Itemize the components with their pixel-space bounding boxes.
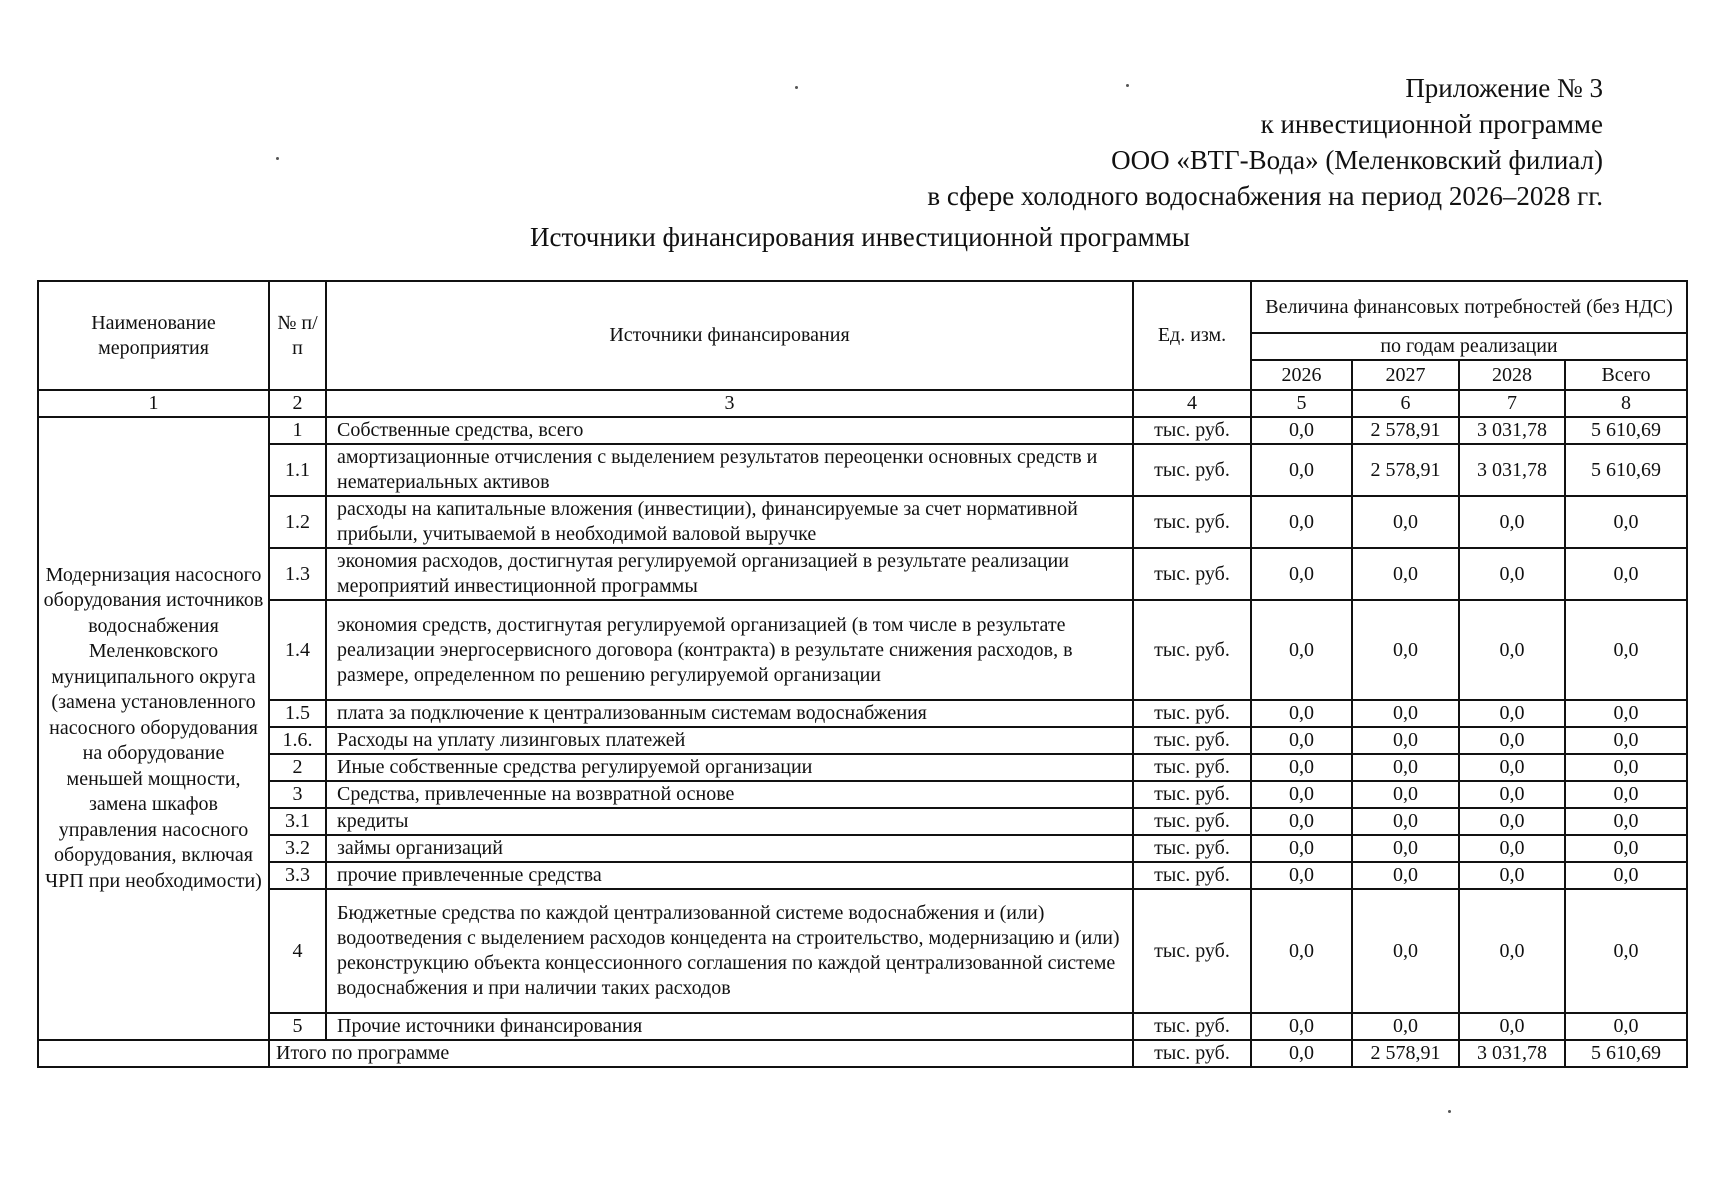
value-2027: 0,0 [1352,781,1459,808]
annex-header [927,70,1603,214]
unit-cell: тыс. руб. [1133,600,1251,700]
row-number: 1.4 [269,600,326,700]
source-name: амортизационные отчисления с выделением результатов переоценки основных средств и нематериальных активов [326,444,1133,496]
annex-line-4: в сфере холодного водоснабжения на период 2026–2028 гг. [927,181,1603,211]
value-2026: 0,0 [1251,754,1352,781]
value-2026: 0,0 [1251,862,1352,889]
event-name-cell: Модернизация насосного оборудования источников водоснабжения Меленковского муниципального округа (замена установленного насосного оборудования на оборудование меньшей мощности, замена шкафов управления насосного оборудования, включая ЧРП при необходимости) [38,417,269,1040]
value-total: 0,0 [1565,889,1687,1013]
row-number: 3.2 [269,835,326,862]
value-2026: 0,0 [1251,889,1352,1013]
unit-cell: тыс. руб. [1133,808,1251,835]
value-total: 0,0 [1565,600,1687,700]
total-value-2027: 2 578,91 [1352,1040,1459,1067]
column-number: 3 [326,390,1133,417]
value-2028: 0,0 [1459,548,1565,600]
table-row [38,496,1687,548]
unit-cell: тыс. руб. [1133,835,1251,862]
table-row [38,444,1687,496]
table-header [38,281,1687,390]
unit-cell: тыс. руб. [1133,444,1251,496]
row-number: 3 [269,781,326,808]
value-2027: 0,0 [1352,700,1459,727]
value-2028: 0,0 [1459,808,1565,835]
row-number: 3.1 [269,808,326,835]
column-number: 8 [1565,390,1687,417]
value-2027: 2 578,91 [1352,444,1459,496]
unit-cell: тыс. руб. [1133,496,1251,548]
row-number: 1.5 [269,700,326,727]
header-year-2027: 2027 [1352,360,1459,390]
value-2026: 0,0 [1251,808,1352,835]
header-total: Всего [1565,360,1687,390]
source-name: Прочие источники финансирования [326,1013,1133,1040]
value-2026: 0,0 [1251,417,1352,444]
total-value-total: 5 610,69 [1565,1040,1687,1067]
document-title: Источники финансирования инвестиционной программы [530,222,1190,252]
value-total: 0,0 [1565,754,1687,781]
total-blank-cell [38,1040,269,1067]
value-total: 0,0 [1565,548,1687,600]
value-2026: 0,0 [1251,1013,1352,1040]
unit-cell: тыс. руб. [1133,1013,1251,1040]
table-row [38,700,1687,727]
table-row [38,1013,1687,1040]
source-name: экономия средств, достигнутая регулируемой организацией (в том числе в результате реализации энергосервисного договора (контракта) в результате снижения расходов, в размере, определенном по решению регулируемой организации [326,600,1133,700]
table-row [38,548,1687,600]
value-total: 0,0 [1565,700,1687,727]
total-value-2026: 0,0 [1251,1040,1352,1067]
table-row [38,781,1687,808]
value-total: 0,0 [1565,835,1687,862]
financing-table [37,280,1688,1068]
header-event-name: Наименование мероприятия [38,281,269,390]
value-2027: 0,0 [1352,1013,1459,1040]
table-row [38,417,1687,444]
value-2026: 0,0 [1251,548,1352,600]
row-number: 3.3 [269,862,326,889]
total-unit: тыс. руб. [1133,1040,1251,1067]
header-number: № п/п [269,281,326,390]
value-2028: 3 031,78 [1459,417,1565,444]
value-2028: 0,0 [1459,1013,1565,1040]
annex-line-1: Приложение № 3 [1405,73,1603,103]
value-2026: 0,0 [1251,444,1352,496]
source-name: Собственные средства, всего [326,417,1133,444]
table-row [38,862,1687,889]
header-year-2026: 2026 [1251,360,1352,390]
table-row [38,835,1687,862]
row-number: 5 [269,1013,326,1040]
value-total: 0,0 [1565,781,1687,808]
value-2028: 3 031,78 [1459,444,1565,496]
source-name: Бюджетные средства по каждой централизованной системе водоснабжения и (или) водоотведения с выделением расходов концедента на строительство, модернизацию и (или) реконструкцию объекта концессионного соглашения по каждой централизованной системе водоснабжения и при наличии таких расходов [326,889,1133,1013]
column-number: 4 [1133,390,1251,417]
value-2026: 0,0 [1251,600,1352,700]
unit-cell: тыс. руб. [1133,781,1251,808]
header-year-2028: 2028 [1459,360,1565,390]
annex-line-2: к инвестиционной программе [1260,109,1603,139]
unit-cell: тыс. руб. [1133,862,1251,889]
unit-cell: тыс. руб. [1133,548,1251,600]
header-unit: Ед. изм. [1133,281,1251,390]
value-total: 5 610,69 [1565,417,1687,444]
total-value-2028: 3 031,78 [1459,1040,1565,1067]
row-number: 1.2 [269,496,326,548]
value-2028: 0,0 [1459,600,1565,700]
value-2028: 0,0 [1459,727,1565,754]
value-2027: 0,0 [1352,835,1459,862]
value-2027: 0,0 [1352,889,1459,1013]
value-2028: 0,0 [1459,700,1565,727]
value-2027: 0,0 [1352,600,1459,700]
scan-speck [795,86,798,89]
source-name: займы организаций [326,835,1133,862]
column-number: 6 [1352,390,1459,417]
value-2027: 0,0 [1352,548,1459,600]
value-2028: 0,0 [1459,862,1565,889]
unit-cell: тыс. руб. [1133,727,1251,754]
table-body [38,390,1687,1067]
table-row [38,808,1687,835]
value-total: 0,0 [1565,496,1687,548]
header-by-years: по годам реализации [1251,333,1687,360]
value-2027: 0,0 [1352,808,1459,835]
column-number: 1 [38,390,269,417]
source-name: прочие привлеченные средства [326,862,1133,889]
scan-speck [1126,84,1129,87]
row-number: 1.3 [269,548,326,600]
value-2026: 0,0 [1251,835,1352,862]
value-2028: 0,0 [1459,889,1565,1013]
value-total: 0,0 [1565,1013,1687,1040]
row-number: 2 [269,754,326,781]
value-total: 5 610,69 [1565,444,1687,496]
value-total: 0,0 [1565,727,1687,754]
header-financial-need: Величина финансовых потребностей (без НДС) [1251,281,1687,333]
column-number: 7 [1459,390,1565,417]
source-name: расходы на капитальные вложения (инвестиции), финансируемые за счет нормативной прибыли, учитываемой в необходимой валовой выручке [326,496,1133,548]
value-2027: 2 578,91 [1352,417,1459,444]
table-row [38,754,1687,781]
value-2028: 0,0 [1459,835,1565,862]
column-number-row [38,390,1687,417]
value-2027: 0,0 [1352,727,1459,754]
value-2026: 0,0 [1251,496,1352,548]
row-number: 1.6. [269,727,326,754]
source-name: экономия расходов, достигнутая регулируемой организацией в результате реализации мероприятий инвестиционной программы [326,548,1133,600]
value-total: 0,0 [1565,862,1687,889]
unit-cell: тыс. руб. [1133,417,1251,444]
column-number: 5 [1251,390,1352,417]
source-name: кредиты [326,808,1133,835]
source-name: плата за подключение к централизованным системам водоснабжения [326,700,1133,727]
row-number: 1 [269,417,326,444]
total-label: Итого по программе [269,1040,1133,1067]
unit-cell: тыс. руб. [1133,754,1251,781]
header-sources: Источники финансирования [326,281,1133,390]
source-name: Средства, привлеченные на возвратной основе [326,781,1133,808]
value-2027: 0,0 [1352,496,1459,548]
unit-cell: тыс. руб. [1133,889,1251,1013]
source-name: Иные собственные средства регулируемой организации [326,754,1133,781]
value-2028: 0,0 [1459,754,1565,781]
value-2027: 0,0 [1352,754,1459,781]
unit-cell: тыс. руб. [1133,700,1251,727]
value-total: 0,0 [1565,808,1687,835]
value-2028: 0,0 [1459,781,1565,808]
value-2026: 0,0 [1251,781,1352,808]
value-2026: 0,0 [1251,700,1352,727]
total-row [38,1040,1687,1067]
row-number: 1.1 [269,444,326,496]
table-row [38,600,1687,700]
row-number: 4 [269,889,326,1013]
value-2027: 0,0 [1352,862,1459,889]
table-row [38,727,1687,754]
annex-line-3: ООО «ВТГ-Вода» (Меленковский филиал) [1111,145,1603,175]
value-2026: 0,0 [1251,727,1352,754]
scan-speck [276,157,279,160]
scan-speck [1448,1110,1451,1113]
column-number: 2 [269,390,326,417]
table-row [38,889,1687,1013]
value-2028: 0,0 [1459,496,1565,548]
source-name: Расходы на уплату лизинговых платежей [326,727,1133,754]
